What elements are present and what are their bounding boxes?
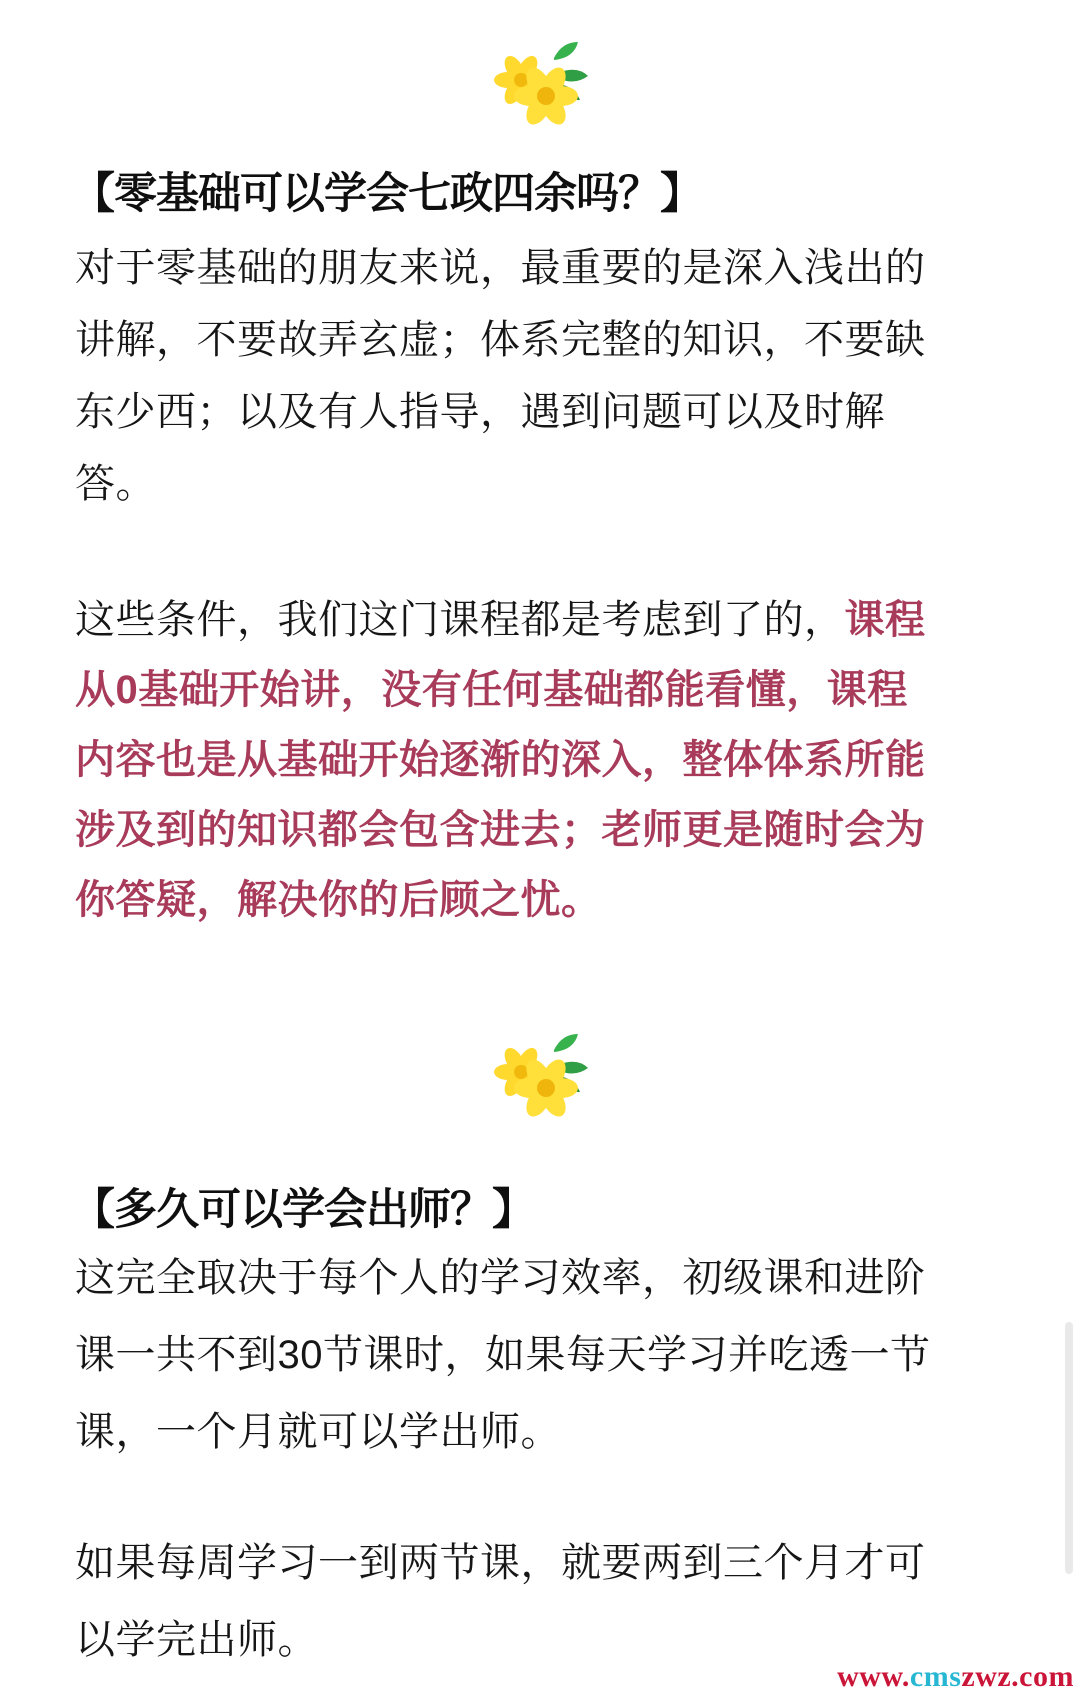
flower-icon: [488, 1030, 592, 1120]
text-line: 课一共不到30节课时，如果每天学习并吃透一节: [75, 1333, 931, 1377]
highlighted-text-line: 内容也是从基础开始逐渐的深入，整体体系所能: [75, 738, 926, 782]
watermark-segment: www.: [837, 1660, 910, 1693]
section-2-heading: 【多久可以学会出师？】: [72, 1186, 534, 1234]
text-line: 讲解，不要故弄玄虚；体系完整的知识，不要缺: [75, 318, 926, 362]
highlighted-text-line: 涉及到的知识都会包含进去；老师更是随时会为: [75, 808, 926, 852]
text-line: 如果每周学习一到两节课，就要两到三个月才可: [75, 1541, 926, 1585]
text-line: 答。: [75, 462, 156, 506]
text-line: 课，一个月就可以学出师。: [75, 1410, 561, 1454]
flower-icon-graphic: [488, 38, 592, 128]
section-1-heading: 【零基础可以学会七政四余吗？】: [72, 170, 702, 218]
text-line: 对于零基础的朋友来说，最重要的是深入浅出的: [75, 246, 926, 290]
text-line: 这完全取决于每个人的学习效率，初级课和进阶: [75, 1256, 926, 1300]
scrollbar-thumb[interactable]: [1065, 1322, 1073, 1574]
section-2-paragraph-1: [75, 1240, 1010, 1471]
highlighted-text-segment: 课程: [844, 598, 926, 642]
section-1-paragraph-2: [75, 585, 1010, 935]
text-line: 东少西；以及有人指导，遇到问题可以及时解: [75, 390, 885, 434]
text-segment: 这些条件，我们这门课程都是考虑到了的，: [75, 598, 845, 642]
site-watermark: [837, 1660, 1074, 1694]
highlighted-text-line: 从0基础开始讲，没有任何基础都能看懂，课程: [75, 668, 908, 712]
section-1-paragraph-1: [75, 232, 1010, 520]
watermark-segment: cms: [909, 1660, 962, 1693]
text-line: [75, 585, 1010, 655]
flower-icon: [488, 38, 592, 128]
flower-icon-graphic: [488, 1030, 592, 1120]
watermark-segment: zwz.com: [961, 1660, 1074, 1693]
text-line: 以学完出师。: [75, 1618, 318, 1662]
highlighted-text-line: 你答疑，解决你的后顾之忧。: [75, 878, 602, 922]
section-2-paragraph-2: [75, 1525, 1010, 1679]
